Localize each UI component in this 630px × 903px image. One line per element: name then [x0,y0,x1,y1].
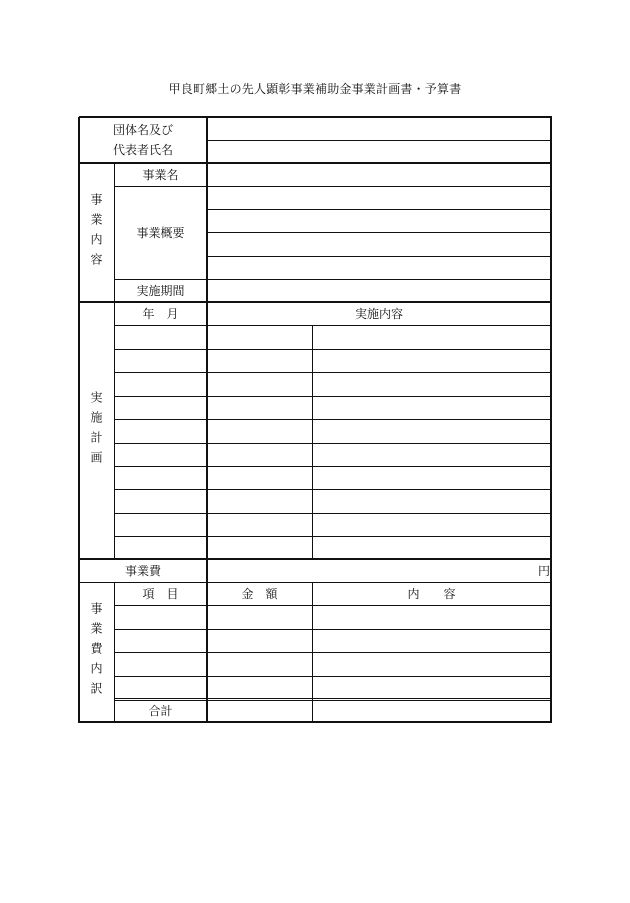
table-rule [312,325,313,559]
table-rule [207,140,551,141]
org-label-line1: 団体名及び [112,123,173,137]
cost-unit: 円 [537,564,550,578]
table-rule [114,443,551,444]
table-rule [114,676,551,677]
cost-label: 事業費 [124,564,161,578]
table-rule [114,419,551,420]
table-rule [207,232,551,233]
org-label-line2: 代表者氏名 [112,143,173,157]
table-rule [114,652,551,653]
business-period-label: 実施期間 [136,284,185,298]
table-rule [114,605,551,606]
table-rule [114,629,551,630]
table-rule [207,256,551,257]
table-rule [114,396,551,397]
business-name-label: 事業名 [142,168,179,182]
table-rule [114,372,551,373]
cost-content-header: 内 容 [407,587,456,601]
cost-total-label: 合計 [148,704,173,718]
table-rule [114,349,551,350]
business-side-label: 事業内容 [89,192,103,273]
document-title: 甲良町郷土の先人顕彰事業補助金事業計画書・予算書 [168,82,462,96]
table-rule [114,466,551,467]
table-rule [114,513,551,514]
org-label [79,117,207,163]
table-rule [114,536,551,537]
table-rule [114,489,551,490]
plan-content-header: 実施内容 [354,307,403,321]
cost-item-header: 項 目 [142,587,179,601]
table-rule [550,117,552,723]
plan-date-header: 年 月 [142,307,179,321]
plan-side-label: 実施計画 [89,390,103,471]
cost-breakdown-side-label: 事業費内訳 [89,602,103,702]
table-rule [114,302,115,559]
business-summary-label: 事業概要 [136,226,185,240]
table-rule [114,325,551,326]
table-rule [207,209,551,210]
cost-amount-header: 金 額 [241,587,278,601]
